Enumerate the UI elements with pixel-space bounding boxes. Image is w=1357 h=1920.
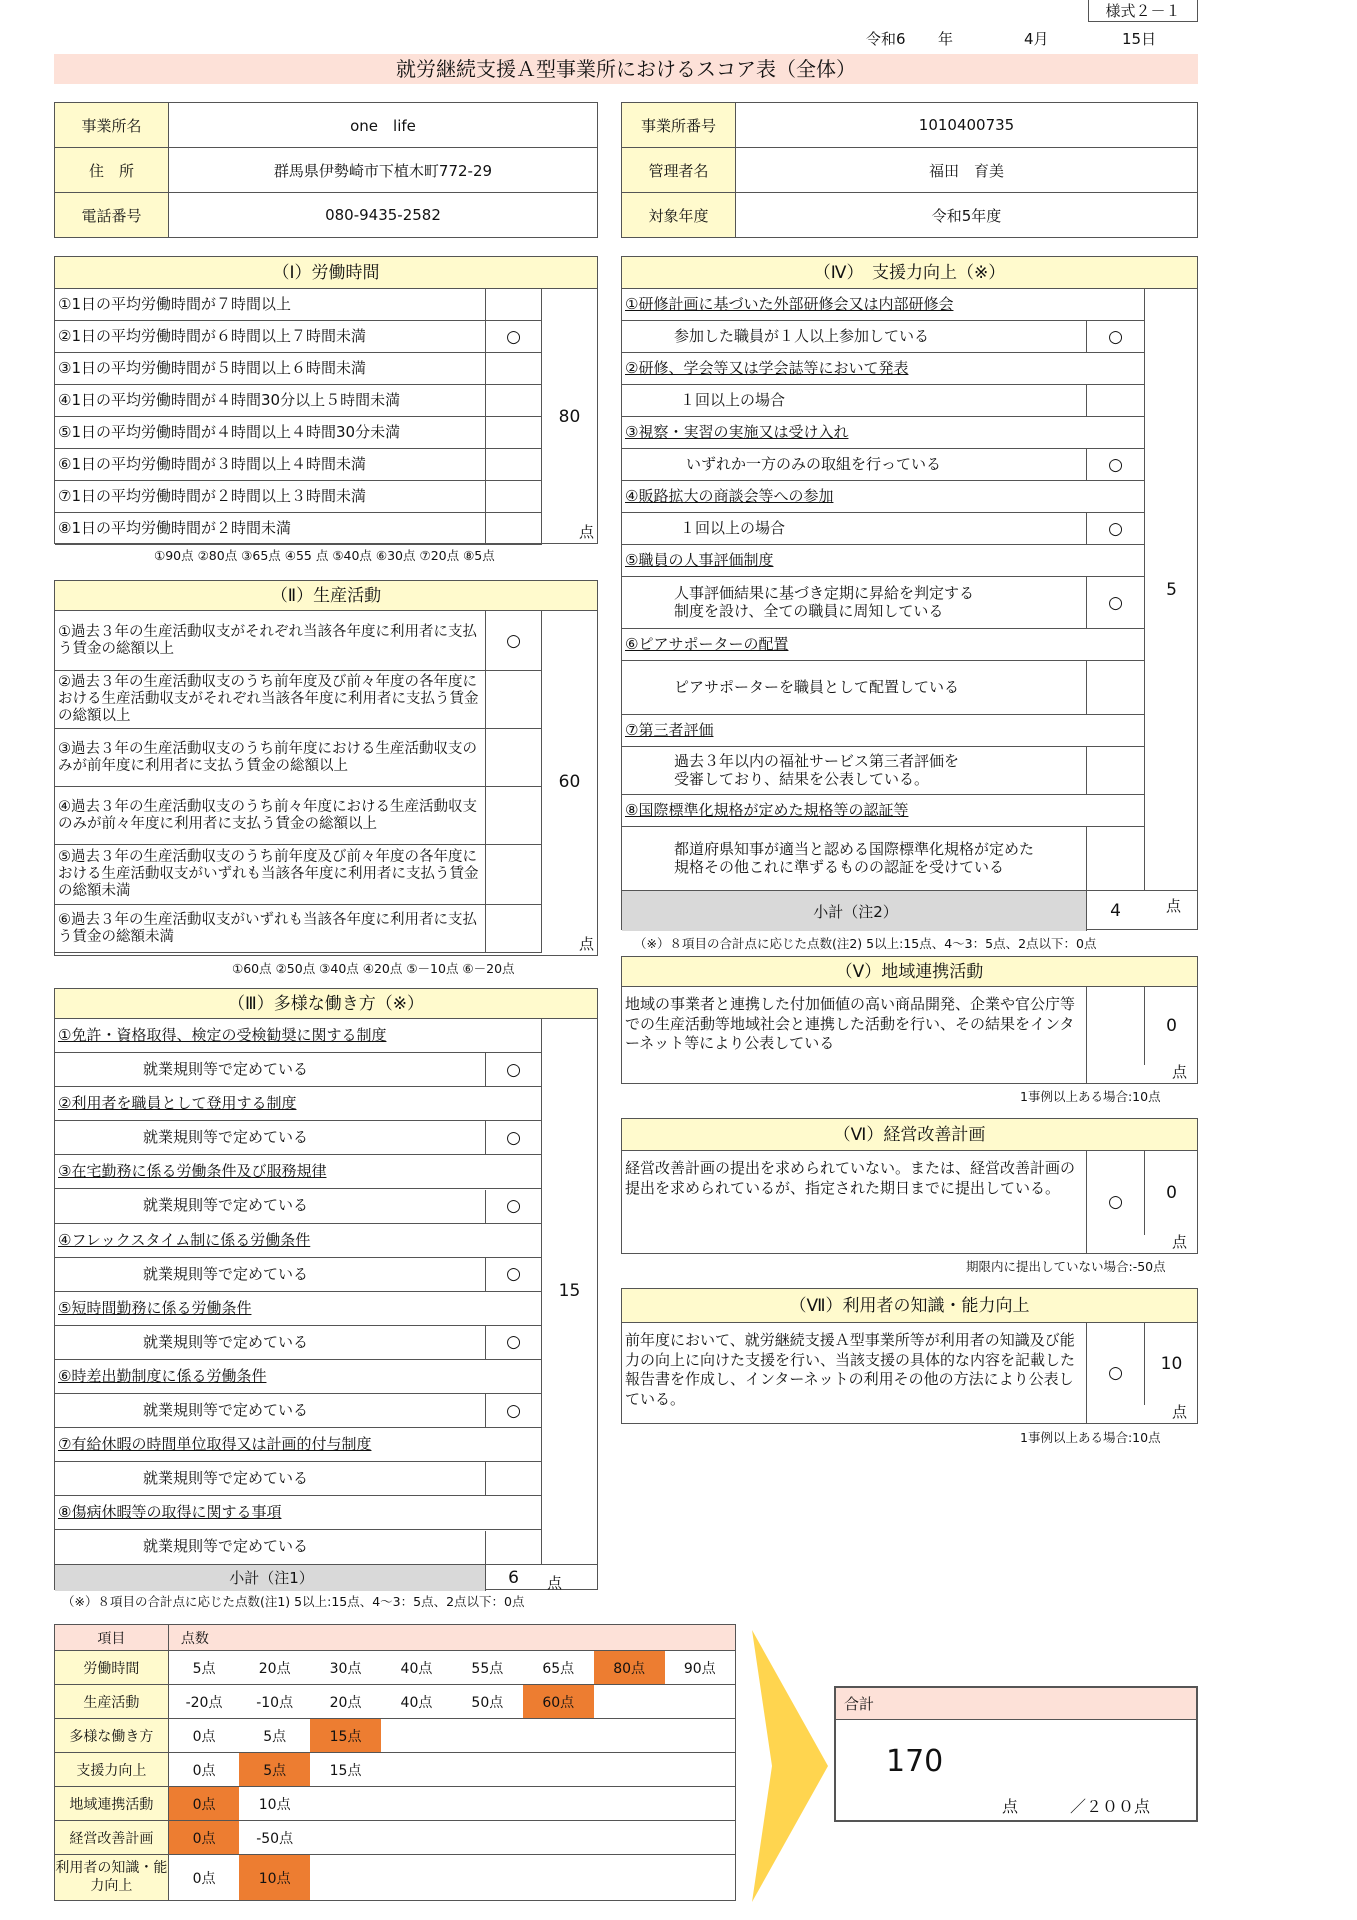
- mark-cell: [485, 1531, 541, 1565]
- score-value: [594, 1753, 665, 1787]
- total-label: 合計: [836, 1688, 1196, 1720]
- info-label: 住 所: [55, 148, 169, 193]
- diverse-heading-text: ②利用者を職員として登用する制度: [58, 1094, 297, 1113]
- diverse-sub-text: 就業規則等で定めている: [143, 1264, 309, 1283]
- section-note: ①90点 ②80点 ③65点 ④55 点 ⑤40点 ⑥30点 ⑦20点 ⑧5点: [154, 548, 495, 563]
- labor-item: [55, 385, 485, 417]
- score-value: 15点: [310, 1719, 381, 1753]
- score-value: 15点: [310, 1753, 381, 1787]
- score-value: [523, 1719, 594, 1753]
- section-text: 地域の事業者と連携した付加価値の高い商品開発、企業や官公庁等での生産活動等地域社会と連携した活動を行い、その結果をインターネット等により公表している: [625, 995, 1076, 1052]
- section-production: [54, 580, 598, 956]
- diverse-heading-text: ⑤短時間勤務に係る労働条件: [58, 1298, 252, 1317]
- diverse-sub-text: 就業規則等で定めている: [143, 1128, 309, 1147]
- support-sub: [622, 449, 1086, 481]
- score-value: [665, 1787, 736, 1821]
- score-row-label: 多様な働き方: [55, 1719, 169, 1753]
- subtotal-row: [55, 1565, 485, 1591]
- diverse-heading: [55, 1496, 541, 1530]
- section-note: 1事例以上ある場合:10点: [1020, 1430, 1161, 1445]
- mark-cell: ○: [1086, 1323, 1144, 1423]
- section-note: 1事例以上ある場合:10点: [1020, 1089, 1161, 1104]
- support-heading-text: ⑤職員の人事評価制度: [625, 550, 774, 569]
- mark-cell: [1086, 661, 1144, 715]
- score-cell: 0: [1144, 1151, 1198, 1235]
- mark-cell: [1086, 385, 1144, 417]
- score-value: [594, 1821, 665, 1855]
- score-value: 40点: [381, 1651, 452, 1685]
- score-value: [310, 1855, 381, 1901]
- diverse-sub: [55, 1462, 485, 1496]
- score-value: 30点: [310, 1651, 381, 1685]
- score-value: [381, 1821, 452, 1855]
- diverse-heading: [55, 1155, 541, 1189]
- mark-cell: [485, 671, 541, 729]
- score-value: [452, 1821, 523, 1855]
- support-heading-text: ②研修、学会等又は学会誌等において発表: [625, 358, 909, 377]
- support-sub: [622, 321, 1086, 353]
- labor-item: [55, 513, 485, 545]
- date-year-unit: 年: [938, 30, 954, 48]
- total-unit: 点: [1002, 1797, 1019, 1816]
- score-value: 10点: [239, 1855, 310, 1901]
- diverse-heading-text: ④フレックスタイム制に係る労働条件: [58, 1230, 311, 1249]
- mark-cell: ○: [485, 1326, 541, 1360]
- production-item: [55, 611, 485, 671]
- diverse-sub: [55, 1258, 485, 1292]
- section-knowledge: [621, 1288, 1198, 1424]
- mark-cell: [485, 353, 541, 385]
- score-value: [381, 1855, 452, 1901]
- score-value: [594, 1685, 665, 1719]
- mark-cell: [1086, 987, 1144, 1083]
- arrow-icon: [748, 1628, 832, 1904]
- diverse-sub-text: 就業規則等で定めている: [143, 1469, 309, 1488]
- score-value: -10点: [239, 1685, 310, 1719]
- diverse-sub: [55, 1326, 485, 1360]
- production-item-text: ③過去３年の生産活動収支のうち前年度における生産活動収支のみが前年度に利用者に支払う賃金の総額以上: [58, 740, 477, 774]
- score-value: 0点: [168, 1753, 239, 1787]
- labor-item: [55, 417, 485, 449]
- support-heading-text: ④販路拡大の商談会等への参加: [625, 486, 834, 505]
- score-value: [523, 1753, 594, 1787]
- support-sub: [622, 513, 1086, 545]
- support-sub: [622, 577, 1086, 629]
- section-title: （Ⅱ）生産活動: [55, 581, 597, 611]
- section-note: （※）８項目の合計点に応じた点数(注1) 5以上:15点、4～3：5点、2点以下：0点: [62, 1594, 525, 1609]
- production-item: [55, 787, 485, 845]
- score-value: [381, 1753, 452, 1787]
- labor-item-text: ④1日の平均労働時間が４時間30分以上５時間未満: [58, 390, 401, 409]
- support-sub: [622, 385, 1086, 417]
- support-sub-text: 人事評価結果に基づき定期に昇給を判定する 制度を設け、全ての職員に周知している: [674, 584, 975, 620]
- mark-cell: ○: [485, 1258, 541, 1292]
- score-row-label: 労働時間: [55, 1651, 169, 1685]
- section-title: （Ⅰ）労働時間: [55, 257, 597, 289]
- diverse-sub: [55, 1190, 485, 1224]
- support-heading: [622, 289, 1144, 321]
- mark-cell: ○: [485, 1121, 541, 1155]
- score-value: [452, 1787, 523, 1821]
- score-table-head: 項目: [55, 1625, 169, 1651]
- support-heading: [622, 629, 1144, 661]
- subtotal-label: 小計（注1）: [229, 1569, 314, 1588]
- labor-item-text: ⑧1日の平均労働時間が２時間未満: [58, 518, 291, 537]
- diverse-heading: [55, 1360, 541, 1394]
- form-label: 様式２－１: [1088, 0, 1198, 22]
- production-item: [55, 845, 485, 905]
- score-value: 60点: [523, 1685, 594, 1719]
- total-value: 170: [886, 1744, 944, 1779]
- section-labor-time: [54, 256, 598, 544]
- diverse-heading-text: ①免許・資格取得、検定の受検勧奨に関する制度: [58, 1025, 387, 1044]
- support-sub: [622, 747, 1086, 795]
- mark-cell: ○: [1086, 577, 1144, 629]
- info-value: 令和5年度: [736, 193, 1198, 238]
- info-table-left: [54, 102, 598, 238]
- score-value: [452, 1753, 523, 1787]
- labor-item-text: ⑤1日の平均労働時間が４時間以上４時間30分未満: [58, 422, 401, 441]
- diverse-heading: [55, 1428, 541, 1462]
- labor-item: [55, 481, 485, 513]
- diverse-heading-text: ⑧傷病休暇等の取得に関する事項: [58, 1503, 282, 1522]
- support-heading-text: ⑥ピアサポーターの配置: [625, 634, 789, 653]
- score-value: [594, 1855, 665, 1901]
- support-sub-text: １回以上の場合: [680, 390, 786, 409]
- score-value: 0点: [168, 1855, 239, 1901]
- support-heading: [622, 545, 1144, 577]
- production-item-text: ⑥過去３年の生産活動収支がいずれも当該各年度に利用者に支払う賃金の総額未満: [58, 911, 477, 945]
- score-value: 5点: [239, 1753, 310, 1787]
- score-value: [523, 1787, 594, 1821]
- score-row-label: 利用者の知識・能力向上: [55, 1855, 169, 1901]
- info-value: 群馬県伊勢崎市下植木町772-29: [169, 148, 598, 193]
- score-value: [665, 1685, 736, 1719]
- production-item: [55, 729, 485, 787]
- diverse-heading-text: ③在宅勤務に係る労働条件及び服務規律: [58, 1162, 327, 1181]
- labor-item-text: ⑦1日の平均労働時間が２時間以上３時間未満: [58, 486, 366, 505]
- labor-item: [55, 321, 485, 353]
- score-value: 65点: [523, 1651, 594, 1685]
- mark-cell: ○: [1086, 449, 1144, 481]
- score-unit: 点: [1172, 1403, 1188, 1421]
- score-value: 55点: [452, 1651, 523, 1685]
- mark-cell: [485, 289, 541, 321]
- score-unit: 点: [1172, 1063, 1188, 1081]
- score-cell: 5: [1144, 289, 1198, 891]
- labor-item: [55, 449, 485, 481]
- subtotal-row: [622, 891, 1086, 931]
- score-row-label: 経営改善計画: [55, 1821, 169, 1855]
- score-value: [665, 1821, 736, 1855]
- info-value: 1010400735: [736, 103, 1198, 148]
- labor-item-text: ③1日の平均労働時間が５時間以上６時間未満: [58, 358, 366, 377]
- section-text: 前年度において、就労継続支援Ａ型事業所等が利用者の知識及び能力の向上に向けた支援を行い、当該支援の具体的な内容を記載した報告書を作成し、インターネットの利用その他の方法により公表している。: [625, 1331, 1076, 1408]
- info-value: one life: [169, 103, 598, 148]
- diverse-sub-text: 就業規則等で定めている: [143, 1537, 309, 1556]
- score-value: 0点: [168, 1719, 239, 1753]
- mark-cell: [1086, 747, 1144, 795]
- diverse-sub: [55, 1053, 485, 1087]
- info-value: 福田 育美: [736, 148, 1198, 193]
- score-value: 20点: [310, 1685, 381, 1719]
- score-value: 0点: [168, 1787, 239, 1821]
- date-day: 15日: [1122, 30, 1157, 48]
- info-label: 事業所番号: [622, 103, 736, 148]
- diverse-sub-text: 就業規則等で定めている: [143, 1401, 309, 1420]
- score-cell: 10: [1144, 1323, 1198, 1405]
- subtotal-label: 小計（注2）: [813, 902, 898, 921]
- support-sub: [622, 661, 1086, 715]
- section-diverse-work: [54, 988, 598, 1590]
- production-item: [55, 671, 485, 729]
- score-value: 5点: [168, 1651, 239, 1685]
- labor-item-text: ②1日の平均労働時間が６時間以上７時間未満: [58, 326, 366, 345]
- score-unit: 点: [1172, 1233, 1188, 1251]
- score-value: [452, 1855, 523, 1901]
- section-note: （※）８項目の合計点に応じた点数(注2) 5以上:15点、4～3：5点、2点以下：0点: [634, 936, 1097, 951]
- date-month: 4月: [1024, 30, 1049, 48]
- score-value: [665, 1855, 736, 1901]
- score-value: 40点: [381, 1685, 452, 1719]
- labor-item-text: ⑥1日の平均労働時間が３時間以上４時間未満: [58, 454, 366, 473]
- mark-cell: ○: [1086, 1151, 1144, 1253]
- score-value: [665, 1753, 736, 1787]
- score-value: 50点: [452, 1685, 523, 1719]
- score-value: [310, 1821, 381, 1855]
- mark-cell: ○: [485, 1053, 541, 1087]
- score-cell: 15: [541, 1019, 597, 1565]
- production-item: [55, 905, 485, 953]
- diverse-heading: [55, 1019, 541, 1053]
- mark-cell: [485, 385, 541, 417]
- score-value: -50点: [239, 1821, 310, 1855]
- diverse-sub: [55, 1531, 485, 1565]
- mark-cell: [485, 449, 541, 481]
- diverse-sub-text: 就業規則等で定めている: [143, 1196, 309, 1215]
- support-heading-text: ③視察・実習の実施又は受け入れ: [625, 422, 849, 441]
- score-row-label: 地域連携活動: [55, 1787, 169, 1821]
- mark-cell: ○: [485, 1394, 541, 1428]
- support-sub-text: １回以上の場合: [680, 518, 786, 537]
- mark-cell: [485, 905, 541, 953]
- score-value: [523, 1821, 594, 1855]
- support-heading: [622, 481, 1144, 513]
- mark-cell: [485, 481, 541, 513]
- section-community: [621, 956, 1198, 1084]
- labor-item-text: ①1日の平均労働時間が７時間以上: [58, 294, 291, 313]
- diverse-heading: [55, 1087, 541, 1121]
- total-box: [834, 1686, 1198, 1822]
- mark-cell: ○: [1086, 513, 1144, 545]
- support-sub-text: いずれか一方のみの取組を行っている: [686, 454, 942, 473]
- support-sub: [622, 827, 1086, 891]
- support-sub-text: ピアサポーターを職員として配置している: [674, 677, 960, 696]
- score-cell: 80: [541, 289, 597, 545]
- score-value: [381, 1787, 452, 1821]
- diverse-heading-text: ⑥時差出勤制度に係る労働条件: [58, 1366, 267, 1385]
- section-title: （Ⅵ）経営改善計画: [622, 1119, 1197, 1151]
- score-row-label: 支援力向上: [55, 1753, 169, 1787]
- support-sub-text: 都道府県知事が適当と認める国際標準化規格が定めた 規格その他これに準ずるものの認証を受けている: [674, 840, 1035, 876]
- support-heading-text: ⑦第三者評価: [625, 720, 714, 739]
- mark-cell: [485, 845, 541, 905]
- score-value: 10点: [239, 1787, 310, 1821]
- production-item-text: ④過去３年の生産活動収支のうち前々年度における生産活動収支のみが前々年度に利用者に支払う賃金の総額以上: [58, 798, 477, 832]
- diverse-sub: [55, 1394, 485, 1428]
- info-label: 事業所名: [55, 103, 169, 148]
- support-heading: [622, 795, 1144, 827]
- score-cell: 0: [1144, 987, 1198, 1065]
- support-sub-text: 過去３年以内の福祉サービス第三者評価を 受審しており、結果を公表している。: [674, 752, 960, 788]
- diverse-sub-text: 就業規則等で定めている: [143, 1332, 309, 1351]
- subtotal-value: 6: [485, 1565, 541, 1591]
- score-row-label: 生産活動: [55, 1685, 169, 1719]
- diverse-heading-text: ⑦有給休暇の時間単位取得又は計画的付与制度: [58, 1435, 372, 1454]
- section-text: 経営改善計画の提出を求められていない。または、経営改善計画の提出を求められているが、指定された期日までに提出している。: [625, 1159, 1076, 1197]
- score-unit: 点: [579, 935, 595, 953]
- support-heading: [622, 417, 1144, 449]
- page-title: 就労継続支援Ａ型事業所におけるスコア表（全体）: [54, 54, 1198, 84]
- support-heading-text: ①研修計画に基づいた外部研修会又は内部研修会: [625, 294, 954, 313]
- section-title: （Ⅶ）利用者の知識・能力向上: [622, 1289, 1197, 1323]
- info-label: 管理者名: [622, 148, 736, 193]
- mark-cell: [485, 729, 541, 787]
- score-value: [594, 1787, 665, 1821]
- score-table: [54, 1624, 736, 1901]
- section-title: （Ⅲ）多様な働き方（※）: [55, 989, 597, 1019]
- subtotal-value: 4: [1086, 891, 1144, 931]
- mark-cell: ○: [1086, 321, 1144, 353]
- score-value: [665, 1719, 736, 1753]
- mark-cell: [485, 787, 541, 845]
- support-heading: [622, 353, 1144, 385]
- score-value: -20点: [168, 1685, 239, 1719]
- mark-cell: [485, 1462, 541, 1496]
- score-unit: 点: [579, 523, 595, 541]
- support-sub-text: 参加した職員が１人以上参加している: [674, 326, 930, 345]
- score-cell: 60: [541, 611, 597, 953]
- score-value: 20点: [239, 1651, 310, 1685]
- info-label: 対象年度: [622, 193, 736, 238]
- score-value: 90点: [665, 1651, 736, 1685]
- diverse-heading: [55, 1292, 541, 1326]
- support-heading: [622, 715, 1144, 747]
- section-title: （Ⅴ）地域連携活動: [622, 957, 1197, 987]
- support-heading-text: ⑧国際標準化規格が定めた規格等の認証等: [625, 800, 909, 819]
- score-value: 80点: [594, 1651, 665, 1685]
- date-era: 令和6: [866, 30, 906, 48]
- score-value: [310, 1787, 381, 1821]
- score-value: [381, 1719, 452, 1753]
- mark-cell: ○: [485, 1190, 541, 1224]
- mark-cell: ○: [485, 611, 541, 671]
- production-item-text: ①過去３年の生産活動収支がそれぞれ当該各年度に利用者に支払う賃金の総額以上: [58, 623, 477, 657]
- production-item-text: ②過去３年の生産活動収支のうち前年度及び前々年度の各年度における生産活動収支がそれぞれ当該各年度に利用者に支払う賃金の総額以上: [58, 674, 479, 724]
- diverse-sub: [55, 1121, 485, 1155]
- info-label: 電話番号: [55, 193, 169, 238]
- mark-cell: [485, 417, 541, 449]
- score-value: [452, 1719, 523, 1753]
- section-support: [621, 256, 1198, 930]
- mark-cell: [1086, 827, 1144, 891]
- total-max: ／２００点: [1070, 1797, 1151, 1816]
- labor-item: [55, 289, 485, 321]
- section-title: （Ⅳ） 支援力向上（※）: [622, 257, 1197, 289]
- score-value: [594, 1719, 665, 1753]
- labor-item: [55, 353, 485, 385]
- score-value: 0点: [168, 1821, 239, 1855]
- section-management: [621, 1118, 1198, 1254]
- production-item-text: ⑤過去３年の生産活動収支のうち前年度及び前々年度の各年度における生産活動収支がいずれも当該各年度に利用者に支払う賃金の総額未満: [58, 849, 479, 899]
- score-table-head: 点数: [168, 1625, 735, 1651]
- info-table-right: [621, 102, 1198, 238]
- section-note: 期限内に提出していない場合:-50点: [966, 1259, 1166, 1274]
- diverse-sub-text: 就業規則等で定めている: [143, 1060, 309, 1079]
- score-value: 5点: [239, 1719, 310, 1753]
- subtotal-unit: 点: [547, 1573, 563, 1592]
- mark-cell: [485, 513, 541, 545]
- section-note: ①60点 ②50点 ③40点 ④20点 ⑤－10点 ⑥－20点: [232, 961, 515, 976]
- info-value: 080-9435-2582: [169, 193, 598, 238]
- subtotal-unit: 点: [1166, 897, 1182, 915]
- mark-cell: ○: [485, 321, 541, 353]
- score-value: [523, 1855, 594, 1901]
- diverse-heading: [55, 1224, 541, 1258]
